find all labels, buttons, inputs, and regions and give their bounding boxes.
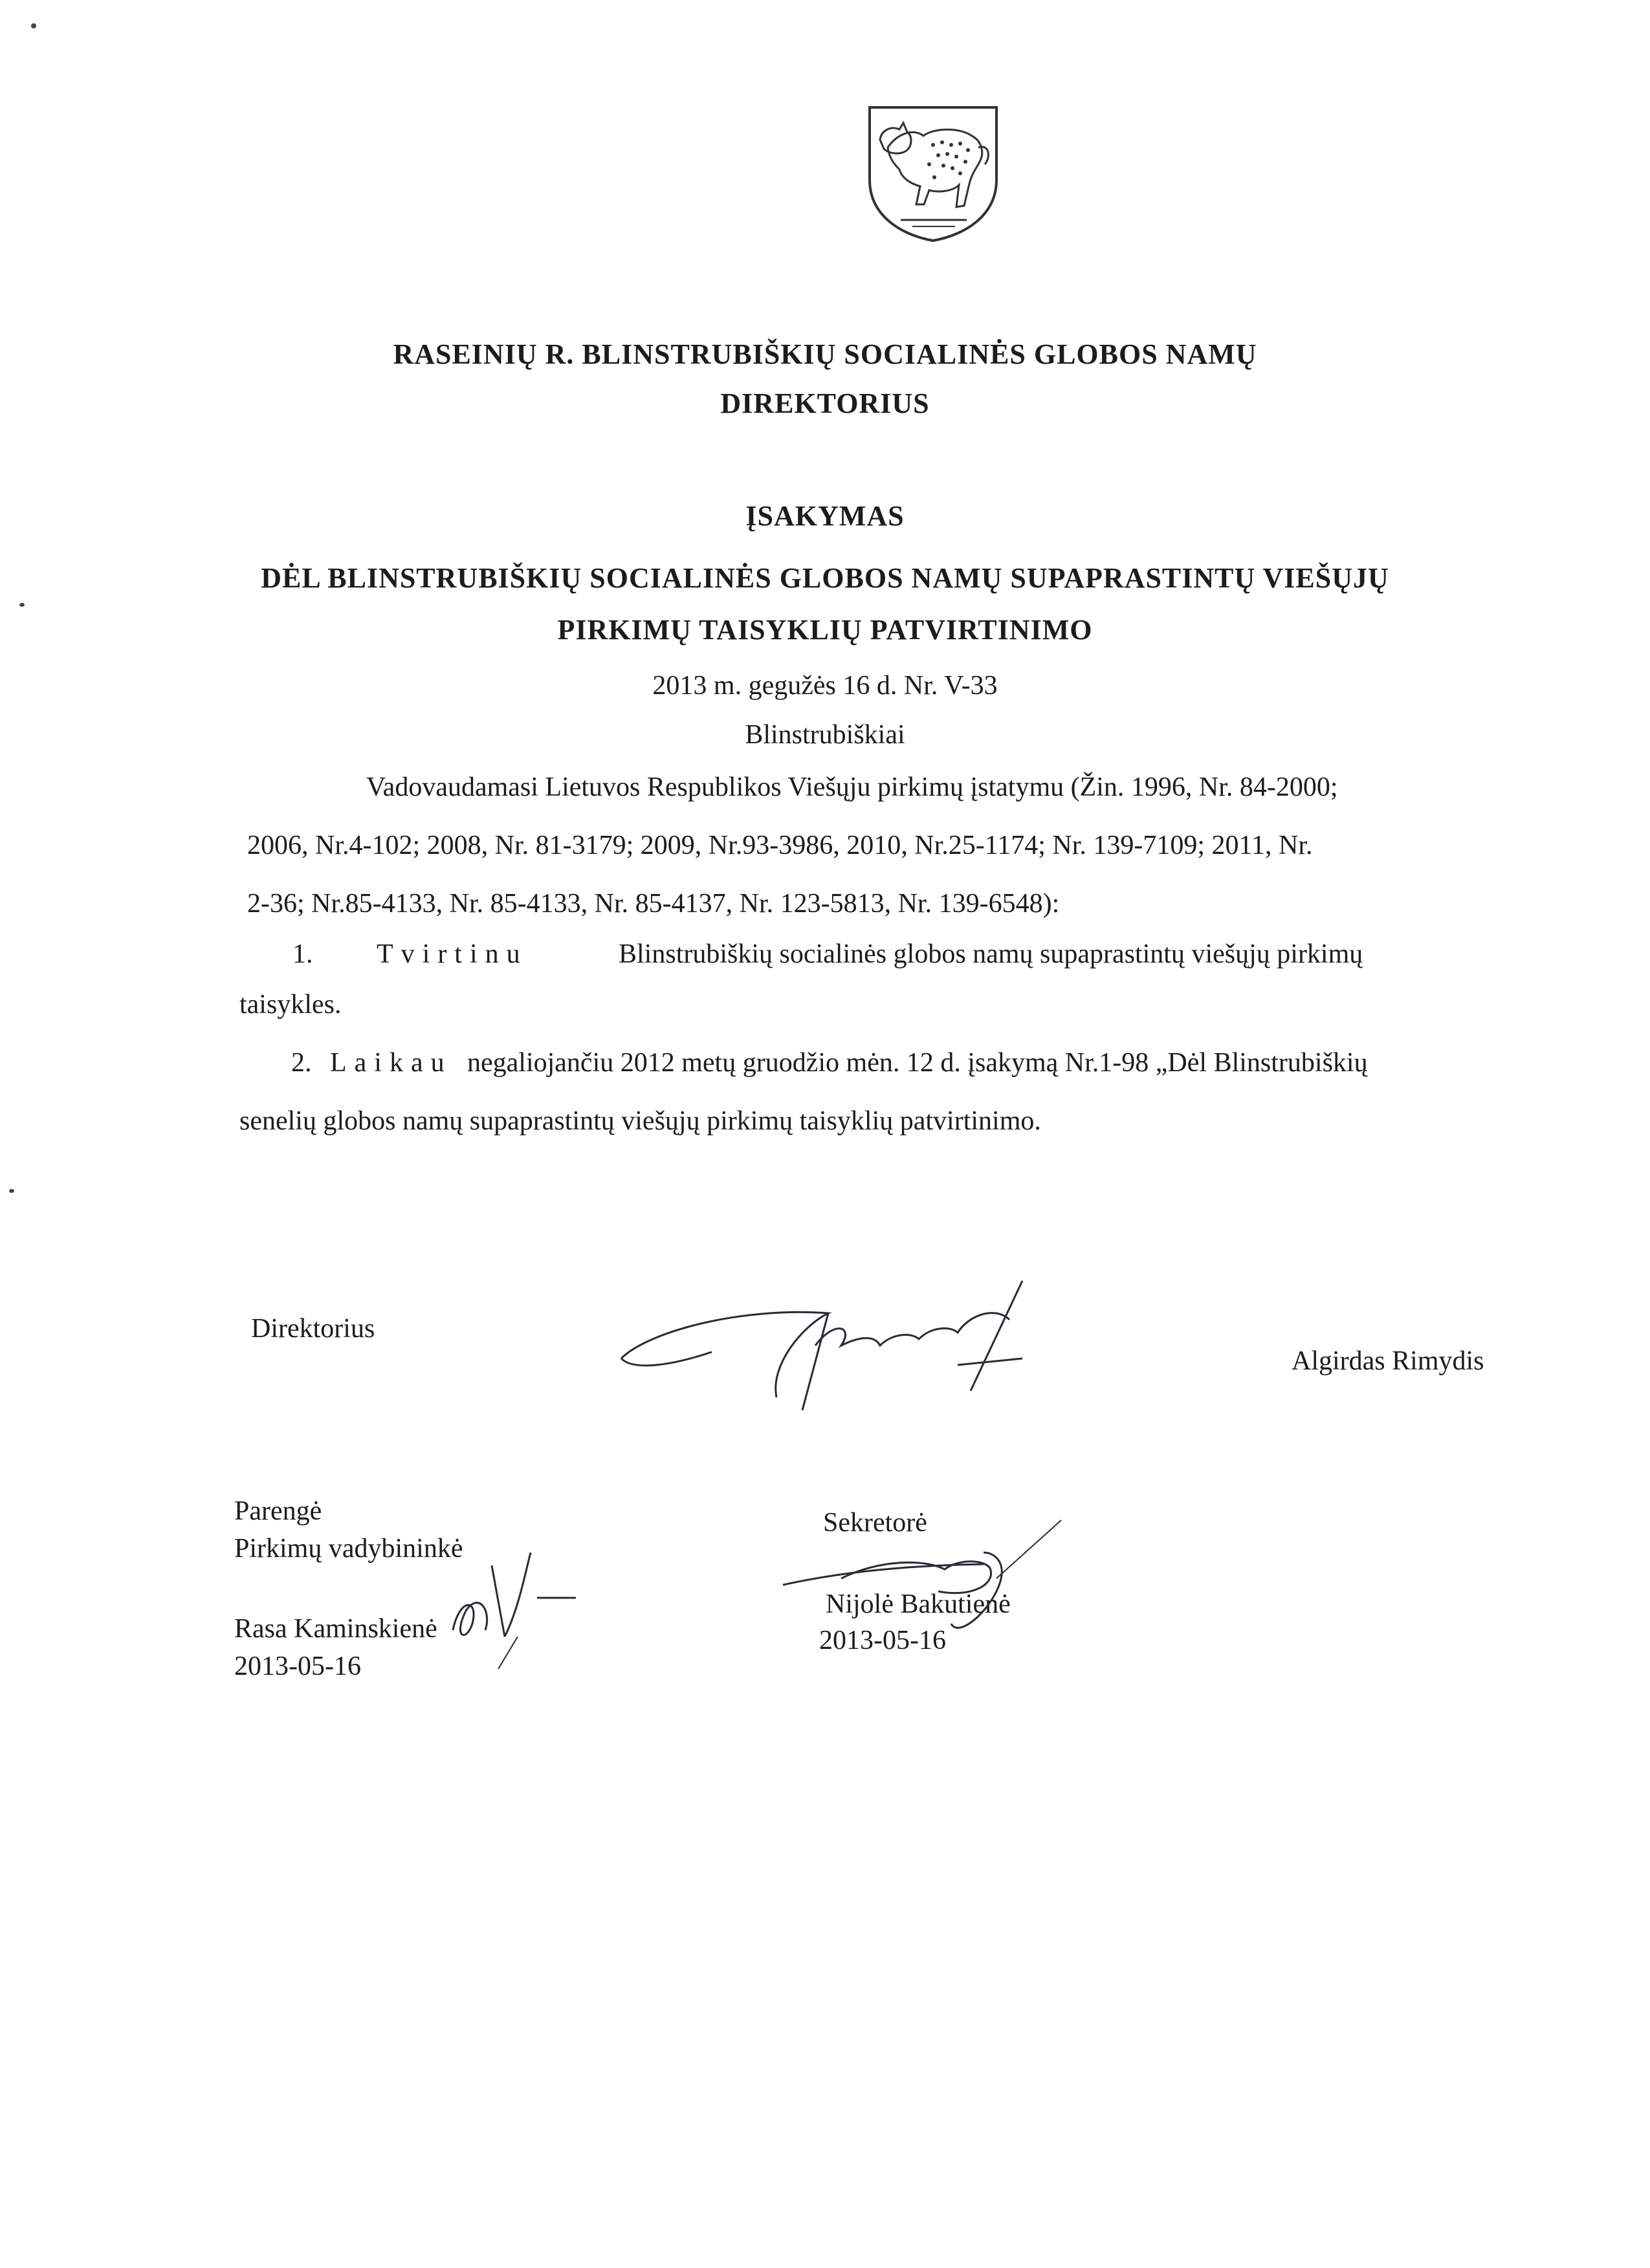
director-title: Direktorius	[251, 1314, 375, 1344]
secretary-signature	[776, 1514, 1074, 1656]
secretary-date: 2013-05-16	[819, 1626, 946, 1655]
prepared-label: Parengė	[234, 1496, 322, 1526]
coat-of-arms-icon	[862, 102, 1004, 245]
prepared-date: 2013-05-16	[234, 1652, 361, 1681]
item1-number: 1.	[292, 939, 313, 969]
secretary-role: Sekretorė	[823, 1508, 927, 1538]
scan-speck	[9, 1189, 14, 1193]
order-date-number: 2013 m. gegužės 16 d. Nr. V-33	[652, 671, 998, 701]
preamble-line3: 2-36; Nr.85-4133, Nr. 85-4133, Nr. 85-4137, Nr. 123-5813, Nr. 139-6548):	[247, 889, 1060, 919]
item1-text: Blinstrubiškių socialinės globos namų supaprastintų viešųjų pirkimų	[619, 939, 1363, 969]
preamble-line2: 2006, Nr.4-102; 2008, Nr. 81-3179; 2009, Nr.93-3986, 2010, Nr.25-1174; Nr. 139-7109; 2011, Nr.	[247, 831, 1313, 860]
order-subject-line2: PIRKIMŲ TAISYKLIŲ PATVIRTINIMO	[557, 614, 1093, 646]
director-name: Algirdas Rimydis	[1292, 1346, 1484, 1376]
order-subject-line1: DĖL BLINSTRUBIŠKIŲ SOCIALINĖS GLOBOS NAMŲ SUPAPRASTINTŲ VIEŠŲJŲ	[261, 562, 1389, 594]
scan-speck	[31, 23, 36, 28]
order-place: Blinstrubiškiai	[745, 720, 905, 750]
item2-text: negaliojančiu 2012 metų gruodžio mėn. 12 d. įsakymą Nr.1-98 „Dėl Blinstrubiškių	[467, 1048, 1368, 1078]
scan-speck	[19, 603, 25, 607]
institution-name-line1: RASEINIŲ R. BLINSTRUBIŠKIŲ SOCIALINĖS GLOBOS NAMŲ	[393, 338, 1257, 370]
preparer-signature	[427, 1540, 634, 1669]
document-type-title: ĮSAKYMAS	[745, 500, 905, 532]
prepared-name: Rasa Kaminskienė	[234, 1614, 437, 1644]
secretary-name: Nijolė Bakutienė	[826, 1589, 1011, 1619]
institution-name-line2: DIREKTORIUS	[720, 387, 930, 419]
item1-continuation: taisykles.	[239, 990, 342, 1020]
item1-verb: Tvirtinu	[377, 939, 528, 969]
preamble-line1: Vadovaudamasi Lietuvos Respublikos Viešųju pirkimų įstatymu (Žin. 1996, Nr. 84-2000;	[366, 772, 1338, 802]
prepared-role: Pirkimų vadybininkė	[234, 1534, 463, 1564]
director-signature	[608, 1268, 1061, 1423]
item2-number: 2.	[291, 1048, 312, 1078]
item2-continuation: senelių globos namų supaprastintų viešųjų pirkimų taisyklių patvirtinimo.	[239, 1106, 1041, 1136]
item2-verb: Laikau	[330, 1048, 452, 1078]
